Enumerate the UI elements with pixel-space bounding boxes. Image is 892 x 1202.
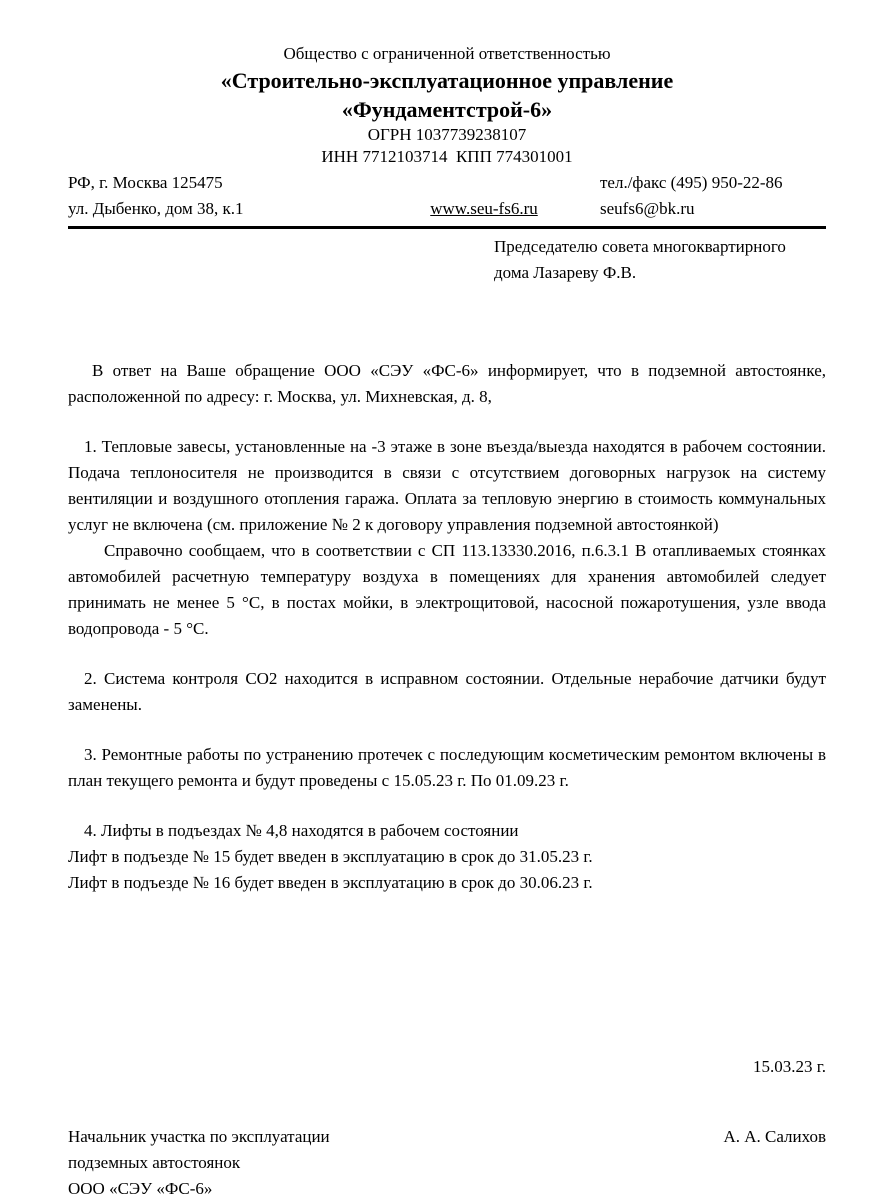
website-link[interactable]: www.seu-fs6.ru [430,199,538,218]
inn-kpp-line: ИНН 7712103714 КПП 774301001 [321,147,573,166]
contact-address-line-1: РФ, г. Москва 125475 [68,173,223,192]
item-4-line-3: Лифт в подъезде № 16 будет введен в эксплуатацию в срок до 30.06.23 г. [68,873,593,892]
signature-position [68,1124,330,1202]
contact-address-line-2: ул. Дыбенко, дом 38, к.1 [68,199,244,218]
signature-position-line-3: ООО «СЭУ «ФС-6» [68,1179,213,1198]
letter-date: 15.03.23 г. [752,1057,826,1076]
letter-body [68,358,826,896]
addressee-line-2: дома Лазареву Ф.В. [494,263,637,282]
addressee-line-1: Председателю совета многоквартирного [494,237,786,256]
contact-center-spacer [368,170,600,196]
signature-position-line-2: подземных автостоянок [68,1153,241,1172]
org-name-line-1: «Строительно-эксплуатационное управление [220,68,674,93]
item-1-paragraph: 1. Тепловые завесы, установленные на -3 этаже в зоне въезда/выезда находятся в рабочем состоянии. Подача теплоносителя не производится в связи с отсутствием договорных нагрузок на систему вентиляции и воздушного отопления гаража. Оплата за тепловую энергию в стоимость коммунальных услуг не включена (см. приложение № 2 к договору управления подземной автостоянкой) [68,437,826,534]
addressee-block [494,234,826,286]
item-3-paragraph: 3. Ремонтные работы по устранению протечек с последующим косметическим ремонтом включены в план текущего ремонта и будут проведены с 15.05.23 г. По 01.09.23 г. [68,745,826,790]
contact-email: seufs6@bk.ru [600,199,695,218]
ogrn-line: ОГРН 1037739238107 [367,125,527,144]
org-name-line-2: «Фундаментстрой-6» [341,97,553,122]
signature-name: А. А. Салихов [723,1127,826,1146]
item-1-note-paragraph: Справочно сообщаем, что в соответствии с СП 113.13330.2016, п.6.3.1 В отапливаемых стоянках автомобилей расчетную температуру воздуха в помещениях для хранения автомобилей следует принимать не менее 5 °С, в постах мойки, в электрощитовой, насосной пожаротушения, узле ввода водопровода - 5 °С. [68,541,826,638]
signature-position-line-1: Начальник участка по эксплуатации [68,1127,330,1146]
letterhead [68,42,826,168]
contact-phone: тел./факс (495) 950-22-86 [600,173,783,192]
org-type-line: Общество с ограниченной ответственностью [283,44,611,63]
header-divider [68,226,826,229]
contact-block [68,170,826,222]
signature-block [68,1124,826,1202]
item-2-paragraph: 2. Система контроля СО2 находится в исправном состоянии. Отдельные нерабочие датчики будут заменены. [68,669,826,714]
item-4-line-2: Лифт в подъезде № 15 будет введен в эксплуатацию в срок до 31.05.23 г. [68,847,593,866]
item-4-line-1: 4. Лифты в подъездах № 4,8 находятся в рабочем состоянии [84,821,519,840]
intro-paragraph: В ответ на Ваше обращение ООО «СЭУ «ФС-6» информирует, что в подземной автостоянке, расположенной по адресу: г. Москва, ул. Михневская, д. 8, [68,361,826,406]
